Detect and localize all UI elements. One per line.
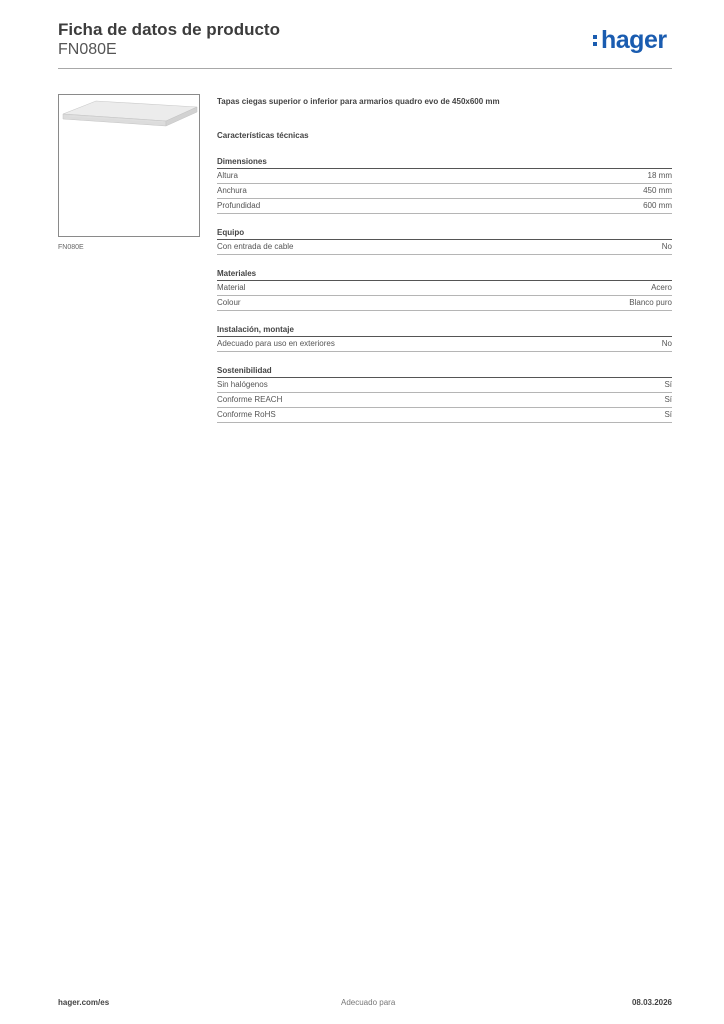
product-code: FN080E — [58, 41, 117, 58]
spec-label: Profundidad — [217, 201, 261, 210]
spec-row — [217, 281, 672, 296]
spec-value: No — [661, 242, 672, 251]
spec-label: Adecuado para uso en exteriores — [217, 339, 335, 348]
footer-website: hager.com/es — [58, 998, 110, 1007]
logo-dots-icon — [593, 31, 598, 47]
spec-value: Sí — [664, 410, 672, 419]
spec-row — [217, 169, 672, 184]
cover-plate-icon — [59, 95, 199, 236]
page-title: Ficha de datos de producto — [58, 20, 280, 39]
spec-section — [217, 268, 672, 311]
section-title: Sostenibilidad — [217, 365, 672, 378]
spec-value: 450 mm — [643, 186, 672, 195]
brand-name: hager — [601, 26, 667, 54]
spec-value: Blanco puro — [629, 298, 672, 307]
spec-label: Conforme RoHS — [217, 410, 276, 419]
spec-row — [217, 296, 672, 311]
spec-value: Sí — [664, 380, 672, 389]
spec-row — [217, 337, 672, 352]
spec-row — [217, 378, 672, 393]
section-title: Materiales — [217, 268, 672, 281]
spec-row — [217, 393, 672, 408]
spec-label: Con entrada de cable — [217, 242, 294, 251]
spec-value: Sí — [664, 395, 672, 404]
product-details — [217, 96, 672, 423]
product-description: Tapas ciegas superior o inferior para armarios quadro evo de 450x600 mm — [217, 97, 500, 106]
spec-label: Anchura — [217, 186, 247, 195]
tech-heading: Características técnicas — [217, 131, 309, 140]
spec-value: Acero — [651, 283, 672, 292]
image-caption: FN080E — [58, 244, 84, 251]
section-title: Instalación, montaje — [217, 324, 672, 337]
spec-value: 600 mm — [643, 201, 672, 210]
spec-label: Sin halógenos — [217, 380, 268, 389]
section-title: Dimensiones — [217, 156, 672, 169]
spec-row — [217, 184, 672, 199]
spec-value: No — [661, 339, 672, 348]
spec-section — [217, 227, 672, 255]
spec-row — [217, 240, 672, 255]
spec-row — [217, 408, 672, 423]
spec-label: Material — [217, 283, 246, 292]
spec-label: Colour — [217, 298, 241, 307]
spec-sections — [217, 156, 672, 423]
product-image — [58, 94, 200, 237]
spec-section — [217, 324, 672, 352]
spec-section — [217, 156, 672, 214]
header-divider — [58, 68, 672, 69]
spec-row — [217, 199, 672, 214]
spec-label: Altura — [217, 171, 238, 180]
spec-value: 18 mm — [647, 171, 672, 180]
section-title: Equipo — [217, 227, 672, 240]
spec-section — [217, 365, 672, 423]
footer-center-text: Adecuado para — [341, 998, 396, 1007]
spec-label: Conforme REACH — [217, 395, 283, 404]
brand-logo — [593, 28, 667, 53]
footer-date: 08.03.2026 — [631, 998, 672, 1007]
